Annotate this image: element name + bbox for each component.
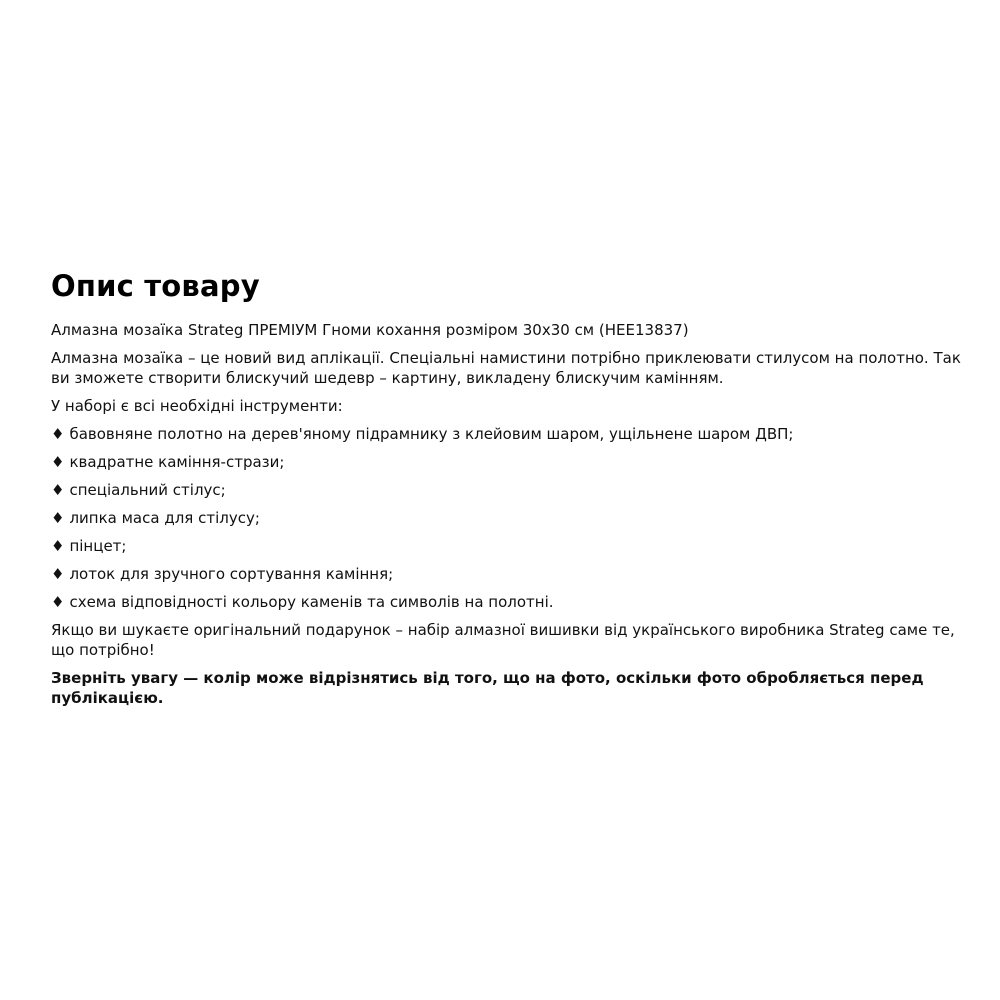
- color-disclaimer: Зверніть увагу — колір може відрізнятись від того, що на фото, оскільки фото обробляється перед публікацією.: [51, 669, 924, 707]
- list-item-text: квадратне каміння-стрази;: [69, 453, 285, 471]
- product-name: Алмазна мозаїка Strateg ПРЕМІУМ Гноми кохання розміром 30х30 см (HEE13837): [51, 321, 689, 339]
- diamond-bullet-icon: ♦: [51, 565, 65, 583]
- list-item-text: лоток для зручного сортування каміння;: [69, 565, 394, 583]
- list-item: [51, 452, 981, 472]
- diamond-bullet-icon: ♦: [51, 481, 65, 499]
- diamond-bullet-icon: ♦: [51, 537, 65, 555]
- list-item-text: спеціальний стілус;: [69, 481, 226, 499]
- list-item: [51, 424, 981, 444]
- list-item: [51, 508, 981, 528]
- list-item-text: бавовняне полотно на дерев'яному підрамнику з клейовим шаром, ущільнене шаром ДВП;: [69, 425, 794, 443]
- list-item-text: пінцет;: [69, 537, 127, 555]
- list-item: [51, 592, 981, 612]
- list-item-text: схема відповідності кольору каменів та символів на полотні.: [69, 593, 554, 611]
- diamond-bullet-icon: ♦: [51, 453, 65, 471]
- list-item: [51, 564, 981, 584]
- description-section: [51, 266, 981, 708]
- list-item: [51, 480, 981, 500]
- section-heading: Опис товару: [51, 269, 260, 303]
- kit-intro: У наборі є всі необхідні інструменти:: [51, 397, 343, 415]
- gift-paragraph: Якщо ви шукаєте оригінальний подарунок – набір алмазної вишивки від українського виробника Strateg саме те, що потрібно!: [51, 621, 955, 659]
- intro-paragraph: Алмазна мозаїка – це новий вид аплікації. Спеціальні намистини потрібно приклеювати стилусом на полотно. Так ви зможете створити блискучий шедевр – картину, викладену блискучим камінням.: [51, 349, 961, 387]
- kit-items-list: [51, 424, 981, 612]
- list-item-text: липка маса для стілусу;: [69, 509, 260, 527]
- diamond-bullet-icon: ♦: [51, 509, 65, 527]
- diamond-bullet-icon: ♦: [51, 425, 65, 443]
- diamond-bullet-icon: ♦: [51, 593, 65, 611]
- list-item: [51, 536, 981, 556]
